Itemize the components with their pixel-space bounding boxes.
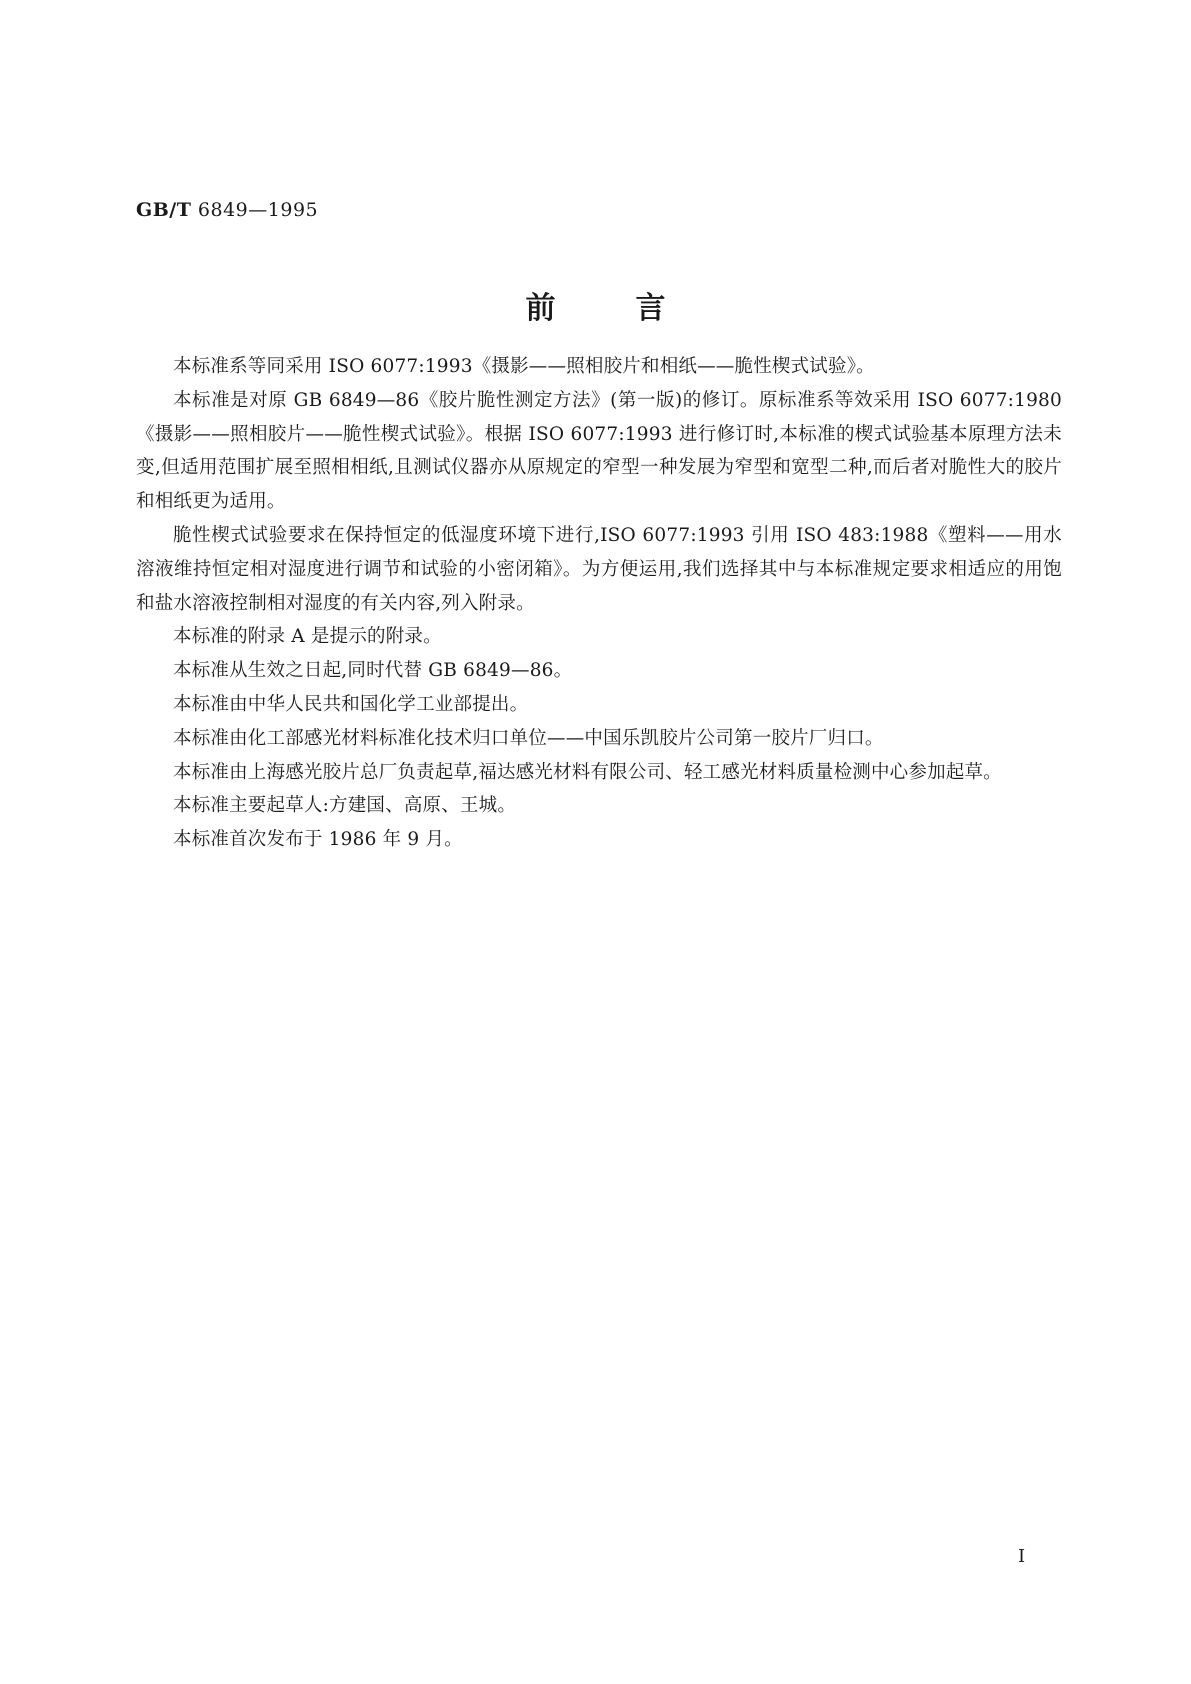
page-number: I (1018, 1546, 1026, 1567)
paragraph-6: 本标准由中华人民共和国化学工业部提出。 (173, 693, 529, 715)
paragraph-7: 本标准由化工部感光材料标准化技术归口单位——中国乐凯胶片公司第一胶片厂归口。 (173, 727, 884, 749)
paragraph-4: 本标准的附录 A 是提示的附录。 (173, 626, 442, 648)
paragraph-8: 本标准由上海感光胶片总厂负责起草,福达感光材料有限公司、轻工感光材料质量检测中心参加起草。 (173, 761, 1002, 783)
standard-prefix: GB/T (136, 199, 192, 221)
standard-code (136, 199, 318, 221)
paragraph-2: 本标准是对原 GB 6849—86《胶片脆性测定方法》(第一版)的修订。原标准系等效采用 ISO 6077:1980《摄影——照相胶片——脆性楔式试验》。根据 ISO 6077:1993 进行修订时,本标准的楔式试验基本原理方法未变,但适用范围扩展至照相相纸,且测试仪器亦从原规定的窄型一种发展为窄型和宽型二种,而后者对脆性大的胶片和相纸更为适用。 (136, 389, 1062, 513)
paragraph-5: 本标准从生效之日起,同时代替 GB 6849—86。 (173, 660, 573, 682)
paragraph-1: 本标准系等同采用 ISO 6077:1993《摄影——照相胶片和相纸——脆性楔式试验》。 (173, 356, 875, 377)
page-title: 前言 (525, 291, 746, 326)
paragraph-3: 脆性楔式试验要求在保持恒定的低湿度环境下进行,ISO 6077:1993 引用 ISO 483:1988《塑料——用水溶液维持恒定相对湿度进行调节和试验的小密闭箱》。为方便运用,我们选择其中与本标准规定要求相适应的用饱和盐水溶液控制相对湿度的有关内容,列入附录。 (136, 524, 1062, 614)
foreword-body (136, 350, 1062, 857)
paragraph-9: 本标准主要起草人:方建国、高原、王城。 (173, 795, 517, 817)
paragraph-10: 本标准首次发布于 1986 年 9 月。 (173, 829, 463, 851)
standard-number: 6849—1995 (197, 199, 319, 221)
